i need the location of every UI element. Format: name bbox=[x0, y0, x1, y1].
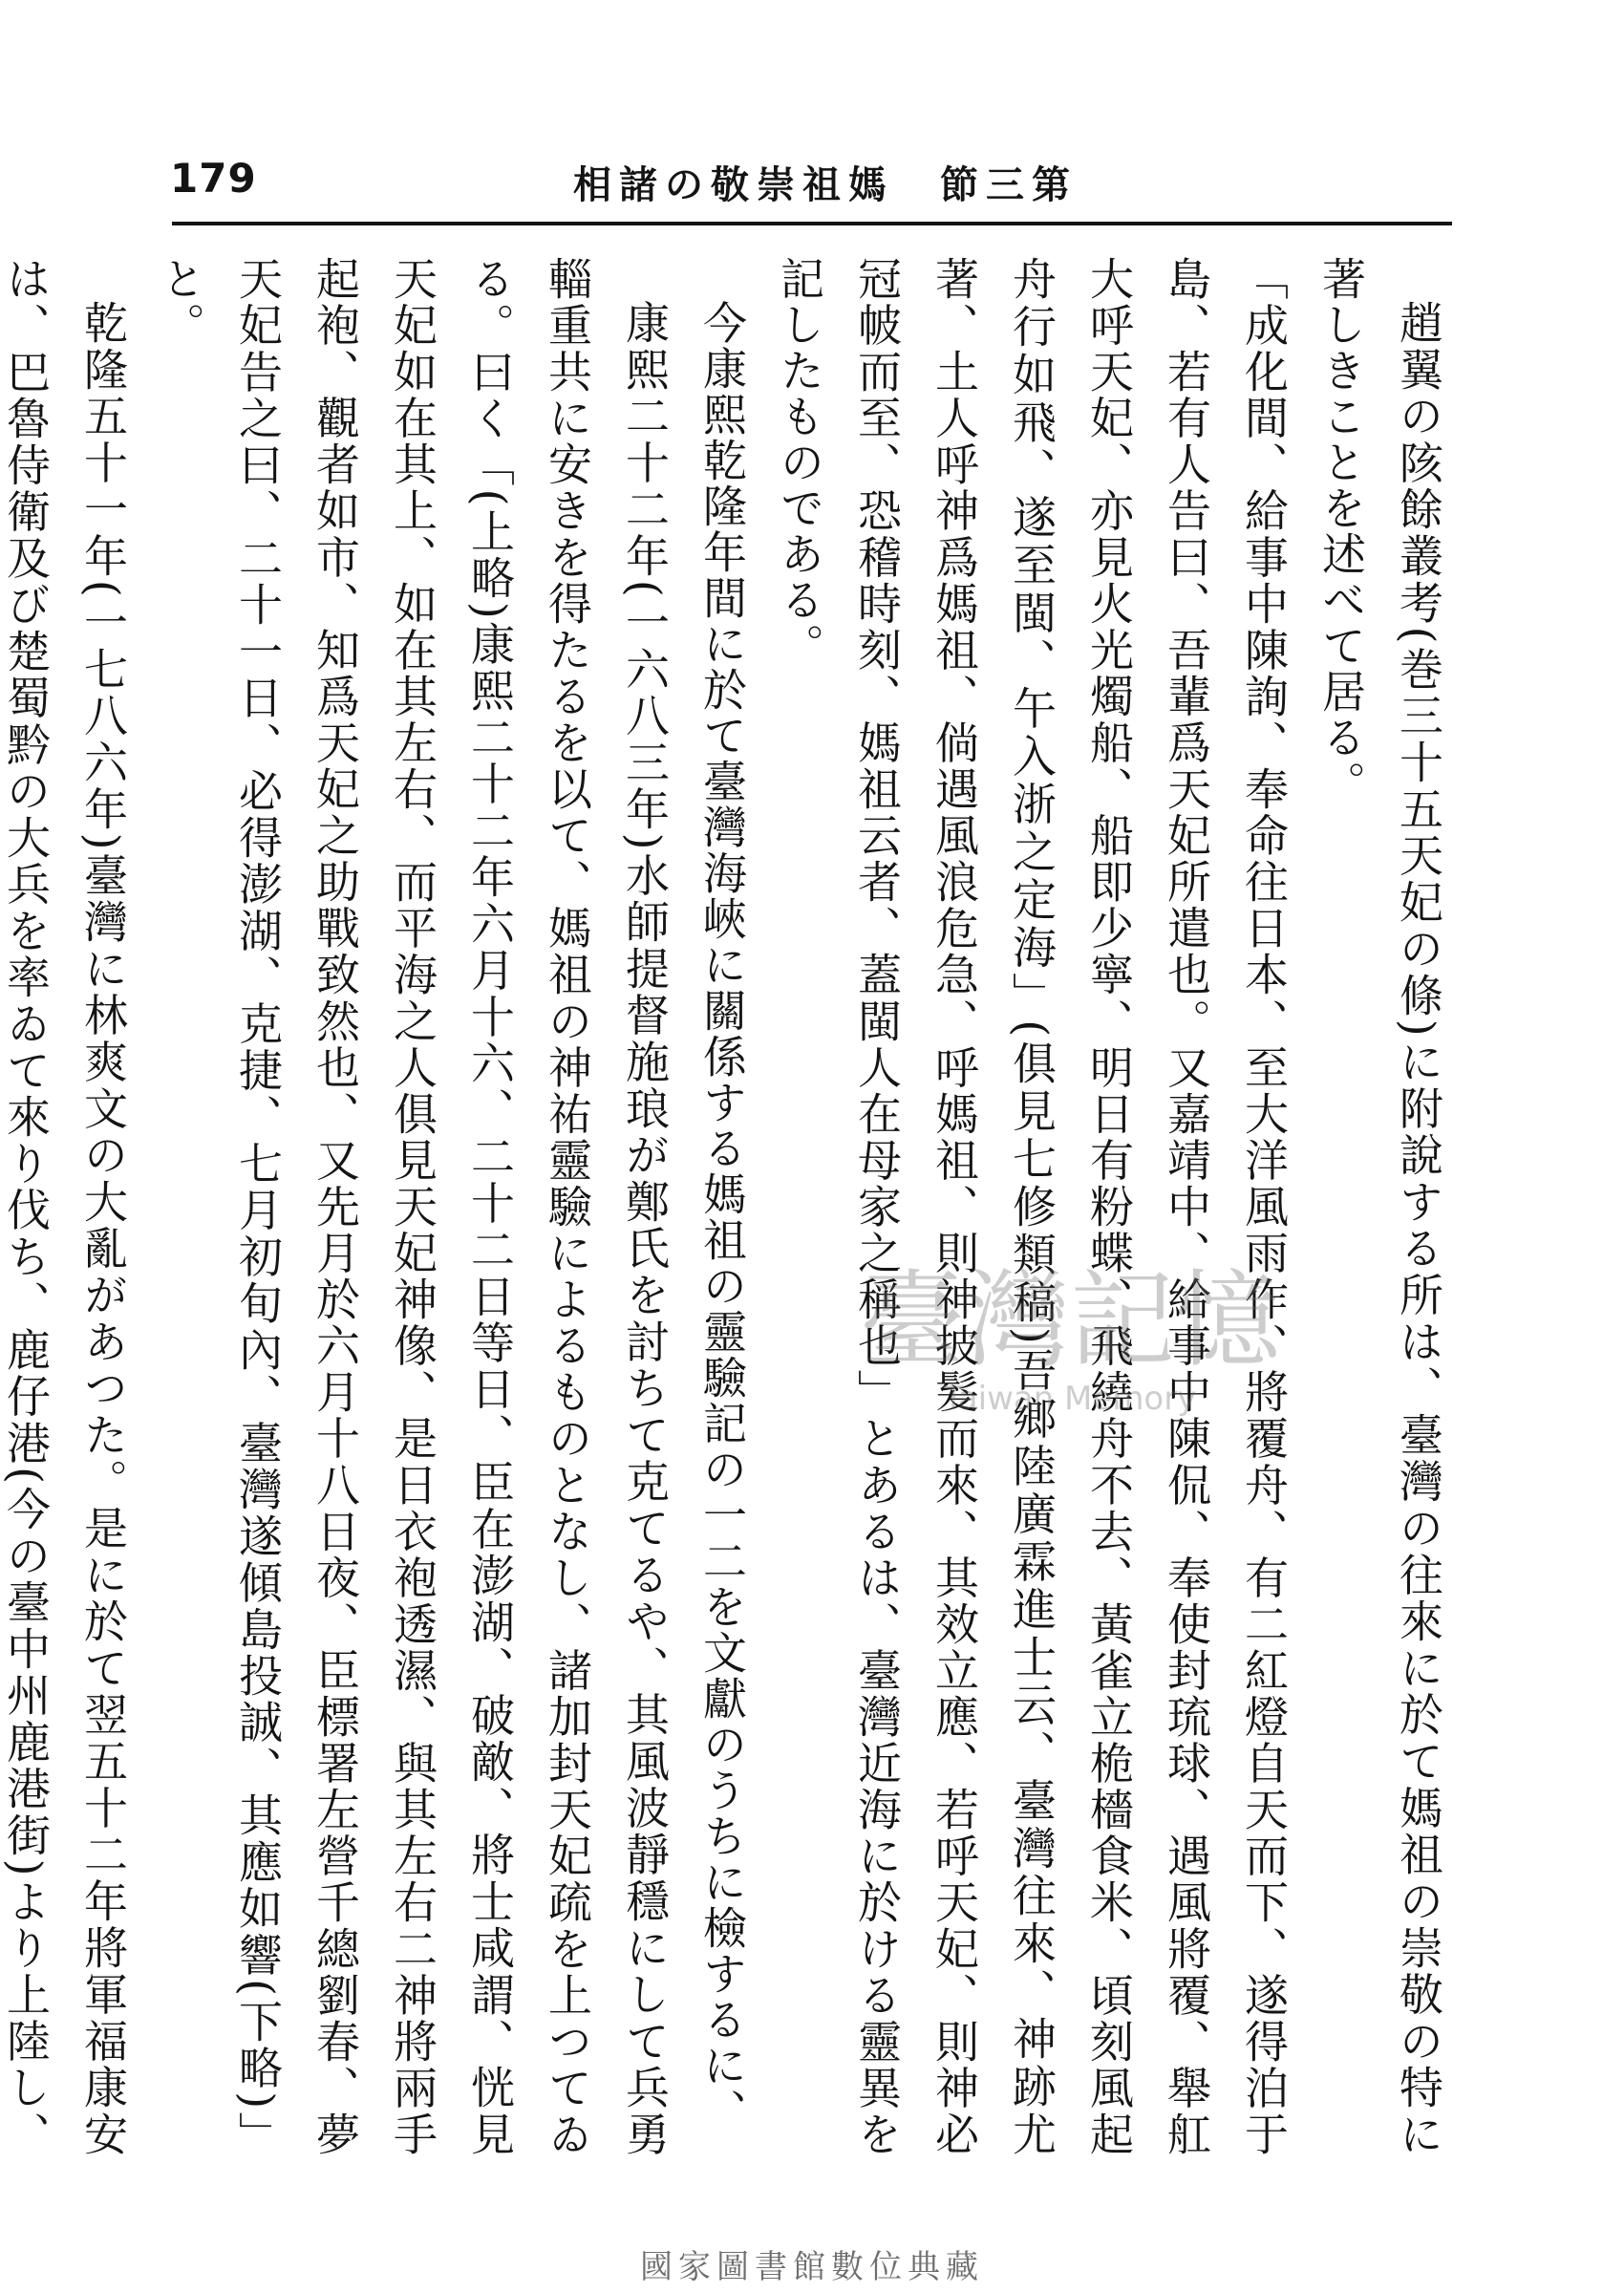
header-rule bbox=[172, 222, 1452, 225]
running-head: 相諸の敬崇祖媽 節三第 bbox=[573, 162, 1078, 207]
library-footer: 國家圖書館數位典藏 bbox=[640, 2248, 984, 2286]
quotation-paragraph: 「成化間、給事中陳詢、奉命往日本、至大洋風雨作、將覆舟、有二紅燈自天而下、遂得泊于島、若有人告曰、吾輩爲天妃所遣也。又嘉靖中、給事中陳侃、奉使封琉球、遇風將覆、舉舡大呼天妃、亦見火光燭船、船即少寧、明日有粉蝶、飛繞舟不去、黃雀立桅檣食米、頃刻風起舟行如飛、遂至閩、午入浙之定海」(俱見七修類稿)吾鄉陸廣霖進士云、臺灣往來、神跡尤著、土人呼神爲媽祖、倘遇風浪危急、呼媽祖、則神披髮而來、其效立應、若呼天妃、則神必冠帔而至、恐稽時刻、媽祖云者、蓋閩人在母家之稱也」とあるは、臺灣近海に於ける靈異を記したものである。 bbox=[774, 256, 1290, 2158]
watermark-subtitle: Taiwan Memory bbox=[943, 1380, 1197, 1418]
page-number: 179 bbox=[170, 155, 257, 202]
paragraph: 康熙二十二年(一六八三年)水師提督施琅が鄭氏を討ちて克てるや、其風波靜穩にして兵勇輜重共に安きを得たるを以て、媽祖の神祐靈驗によるものとなし、諸加封天妃疏を上つてゐる。曰く「(上略)康熙二十二年六月十六、二十二日等日、臣在澎湖、破敵、將士咸謂、恍見天妃如在其上、如在其左右、而平海之人俱見天妃神像、是日衣袍透濕、與其左右二神將兩手起袍、觀者如市、知爲天妃之助戰致然也、又先月於六月十八日夜、臣標署左營千總劉春、夢天妃告之曰、二十一日、必得澎湖、克捷、七月初旬內、臺灣遂傾島投誠、其應如響(下略)」と。 bbox=[155, 256, 671, 2158]
vertical-text-body bbox=[0, 256, 1457, 2158]
taiwan-memory-watermark bbox=[850, 1242, 1290, 1433]
paragraph: 今康熙乾隆年間に於て臺灣海峽に關係する媽祖の靈驗記の一二を文獻のうちに檢するに、 bbox=[696, 300, 748, 2134]
paragraph: 乾隆五十一年(一七八六年)臺灣に林爽文の大亂があつた。是に於て翌五十二年將軍福康安は、巴魯侍衛及び楚蜀黔の大兵を率ゐて來り伐ち、鹿仔港(今の臺中州鹿港街)より上陸し、 bbox=[0, 256, 129, 2157]
watermark-title: 臺灣記憶 bbox=[860, 1259, 1280, 1382]
paragraph: 趙翼の陔餘叢考(巻三十五天妃の條)に附說する所は、臺灣の往來に於て媽祖の崇敬の特に著しきことを述べて居る。 bbox=[1315, 256, 1444, 2157]
